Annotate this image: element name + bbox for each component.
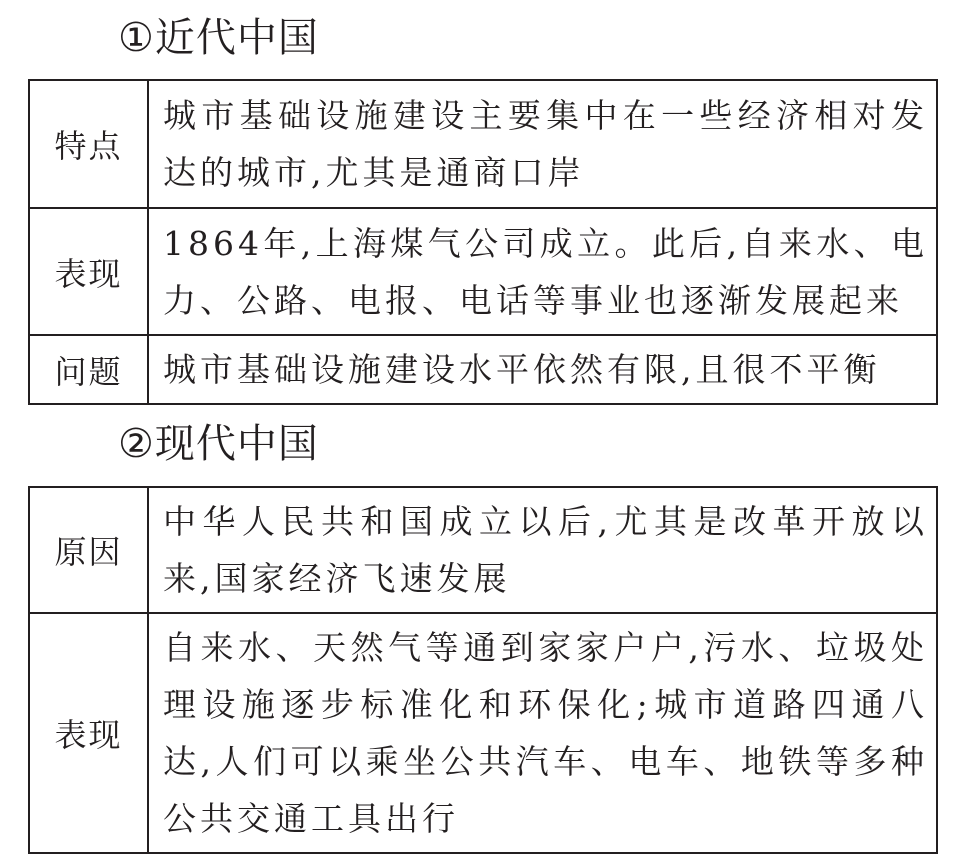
row-label-problem: 问题 [29, 335, 148, 404]
table-row [29, 487, 937, 613]
row-label-characteristics: 特点 [29, 80, 148, 208]
section-heading-modern-era: ①近代中国 [118, 15, 319, 61]
table-row [29, 80, 937, 208]
row-content-manifestation: 1864年,上海煤气公司成立。此后,自来水、电力、公路、电报、电话等事业也逐渐发展起来 [148, 208, 937, 335]
row-content-reason: 中华人民共和国成立以后,尤其是改革开放以来,国家经济飞速发展 [148, 487, 937, 613]
row-content-problem: 城市基础设施建设水平依然有限,且很不平衡 [148, 335, 937, 404]
row-content-characteristics: 城市基础设施建设主要集中在一些经济相对发达的城市,尤其是通商口岸 [148, 80, 937, 208]
contemporary-era-table [28, 486, 938, 854]
table-row [29, 208, 937, 335]
row-label-reason: 原因 [29, 487, 148, 613]
section-heading-contemporary-era: ②现代中国 [118, 421, 319, 467]
modern-era-table [28, 79, 938, 405]
row-label-manifestation: 表现 [29, 613, 148, 853]
table-row [29, 335, 937, 404]
row-content-manifestation: 自来水、天然气等通到家家户户,污水、垃圾处理设施逐步标准化和环保化;城市道路四通八达,人们可以乘坐公共汽车、电车、地铁等多种公共交通工具出行 [148, 613, 937, 853]
row-label-manifestation: 表现 [29, 208, 148, 335]
table-row [29, 613, 937, 853]
